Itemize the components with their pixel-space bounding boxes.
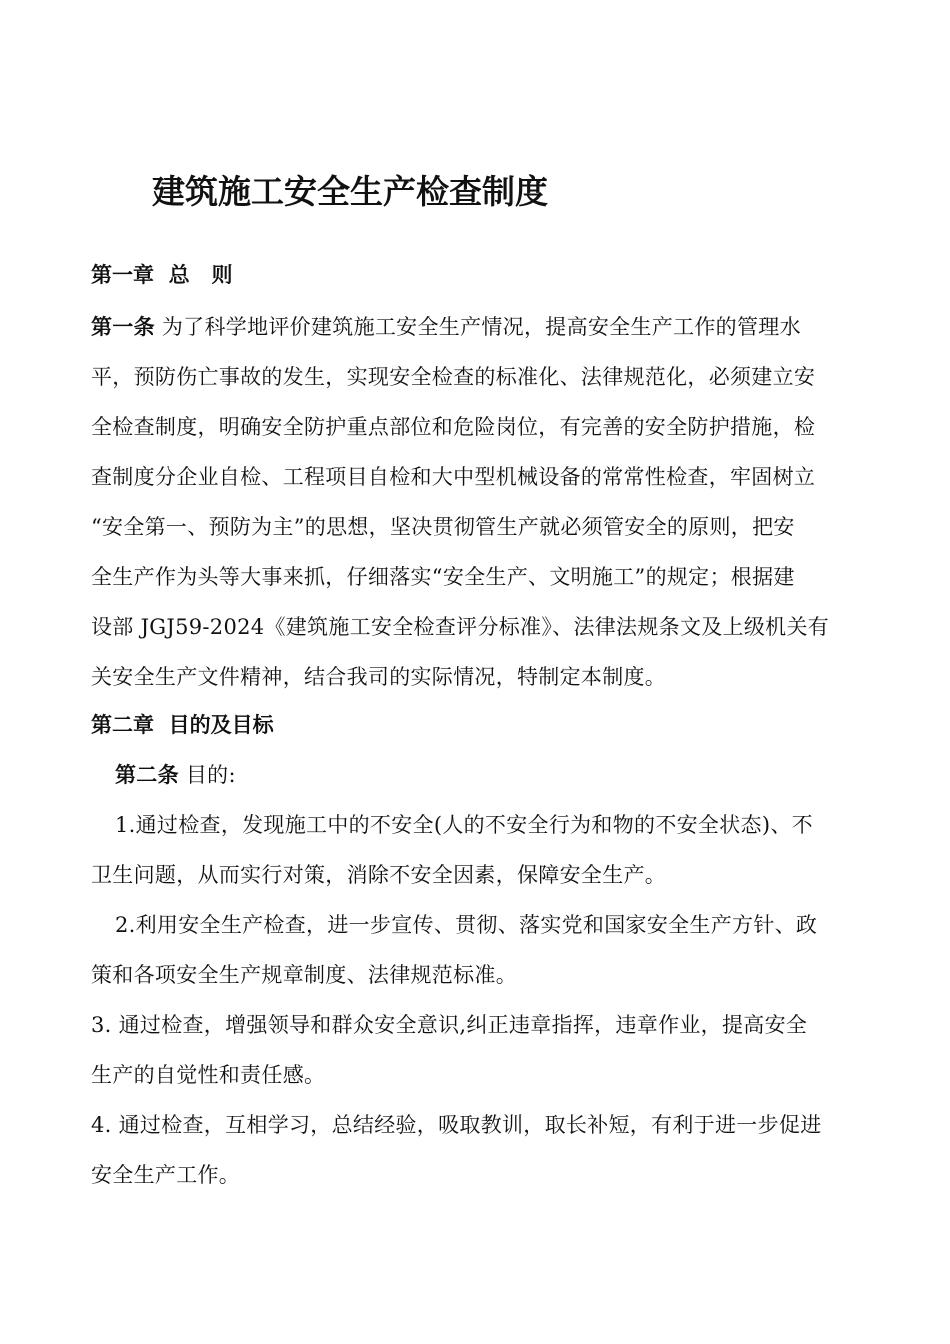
purpose-item-line: 卫生问题，从而实行对策，消除不安全因素，保障安全生产。 (91, 863, 667, 887)
purpose-item-line: 生产的自觉性和责任感。 (91, 1063, 326, 1087)
article-2-text: 目的: (178, 763, 236, 787)
article-1-line: 关安全生产文件精神，结合我司的实际情况，特制定本制度。 (91, 665, 667, 689)
purpose-item-line: 安全生产工作。 (91, 1163, 241, 1187)
document-body (91, 256, 861, 1200)
article-1-line: 设部 JGJ59-2024《建筑施工安全检查评分标准》、法律法规条文及上级机关有 (91, 615, 830, 639)
purpose-item-line: 2.利用安全生产检查，进一步宣传、贯彻、落实党和国家安全生产方针、政 (115, 913, 818, 937)
purpose-item-line: 1.通过检查，发现施工中的不安全(人的不安全行为和物的不安全状态)、不 (115, 813, 813, 837)
purpose-item-2 (91, 900, 861, 1000)
article-1-line: “安全第一、预防为主”的思想，坚决贯彻管生产就必须管安全的原则，把安 (91, 515, 795, 539)
article-2-lead: 第二条 (115, 762, 179, 787)
article-2-paragraph (91, 750, 861, 800)
article-1-paragraph (91, 302, 861, 702)
purpose-item-line: 策和各项安全生产规章制度、法律规范标准。 (91, 963, 517, 987)
purpose-item-3 (91, 1000, 861, 1100)
purpose-item-1 (91, 800, 861, 900)
article-1-line (91, 302, 861, 352)
article-1-line: 全生产作为头等大事来抓，仔细落实“安全生产、文明施工”的规定；根据建 (91, 565, 795, 589)
chapter-2-heading: 第二章 目的及目标 (91, 712, 274, 737)
article-1-line-text: 为了科学地评价建筑施工安全生产情况，提高安全生产工作的管理水 (154, 315, 801, 339)
chapter-1-heading: 第一章 总 则 (91, 262, 233, 287)
purpose-item-4 (91, 1100, 861, 1200)
purpose-item-line: 4. 通过检查，互相学习，总结经验，吸取教训，取长补短，有利于进一步促进 (91, 1113, 822, 1137)
purpose-item-line: 3. 通过检查，增强领导和群众安全意识,纠正违章指挥，违章作业，提高安全 (91, 1013, 808, 1037)
article-1-line: 全检查制度，明确安全防护重点部位和危险岗位，有完善的安全防护措施，检 (91, 415, 816, 439)
article-1-lead: 第一条 (91, 314, 155, 339)
article-1-line: 平，预防伤亡事故的发生，实现安全检查的标准化、法律规范化，必须建立安 (91, 365, 816, 389)
document-title: 建筑施工安全生产检查制度 (152, 172, 548, 211)
article-1-line: 查制度分企业自检、工程项目自检和大中型机械设备的常常性检查，牢固树立 (91, 465, 816, 489)
